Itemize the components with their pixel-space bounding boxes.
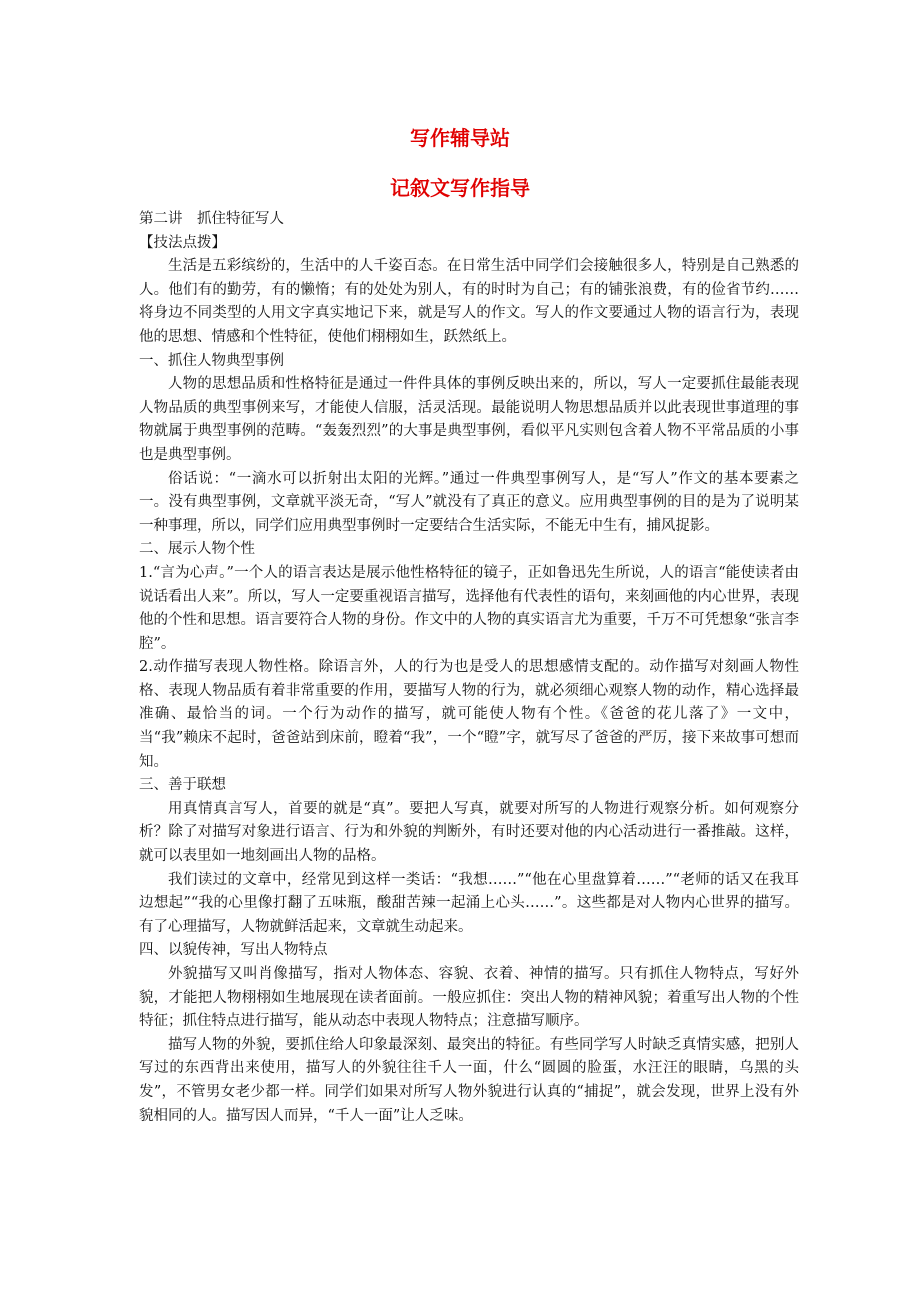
- section-2-paragraph-2: 2.动作描写表现人物性格。除语言外，人的行为也是受人的思想感情支配的。动作描写对刻画人物性格、表现人物品质有着非常重要的作用，要描写人物的行为，就必须细心观察人物的动作，精心选择最准确、最恰当的词。一个行为动作的描写，就可能使人物有个性。《爸爸的花儿落了》一文中，当“我”赖床不起时，爸爸站到床前，瞪着“我”，一个“瞪”字，就写尽了爸爸的严厉，接下来故事可想而知。: [139, 659, 799, 770]
- article-body: [139, 208, 799, 1128]
- section-3-paragraph-1: 用真情真言写人，首要的就是“真”。要把人写真，就要对所写的人物进行观察分析。如何观察分析？除了对描写对象进行语言、行为和外貌的判断外，有时还要对他的内心活动进行一番推敲。这样，就可以表里如一地刻画出人物的品格。: [139, 800, 799, 865]
- section-heading-2: 二、展示人物个性: [139, 541, 255, 558]
- section-3-paragraph-2: 我们读过的文章中，经常见到这样一类话：“我想……”“他在心里盘算着……”“老师的话又在我耳边想起”“我的心里像打翻了五味瓶，酸甜苦辣一起涌上心头……”。这些都是对人物内心世界的描写。有了心理描写，人物就鲜活起来，文章就生动起来。: [139, 871, 799, 935]
- section-4-paragraph-1: 外貌描写又叫肖像描写，指对人物体态、容貌、衣着、神情的描写。只有抓住人物特点，写好外貌，才能把人物栩栩如生地展现在读者面前。一般应抓住：突出人物的精神风貌；着重写出人物的个性特征；抓住特点进行描写，能从动态中表现人物特点；注意描写顺序。: [139, 966, 799, 1030]
- section-heading-4: 四、以貌传神，写出人物特点: [139, 942, 328, 959]
- section-heading-3: 三、善于联想: [139, 777, 226, 794]
- page-title: 写作辅导站: [410, 126, 510, 150]
- section-2-paragraph-1: 1.“言为心声。”一个人的语言表达是展示他性格特征的镜子，正如鲁迅先生所说，人的语言“能使读者由说话看出人来”。所以，写人一定要重视语言描写，选择他有代表性的语句，来刻画他的内心世界，表现他的个性和思想。语言要符合人物的身份。作文中的人物的真实语言尤为重要，千万不可凭想象“张言李腔”。: [139, 564, 799, 652]
- section-1-paragraph-2: 俗话说：“一滴水可以折射出太阳的光辉。”通过一件典型事例写人，是“写人”作文的基本要素之一。没有典型事例，文章就平淡无奇，“写人”就没有了真正的意义。应用典型事例的目的是为了说明某一种事理，所以，同学们应用典型事例时一定要结合生活实际，不能无中生有，捕风捉影。: [139, 470, 799, 534]
- section-4-paragraph-2: 描写人物的外貌，要抓住给人印象最深刻、最突出的特征。有些同学写人时缺乏真情实感，把别人写过的东西背出来使用，描写人的外貌往往千人一面，什么“圆圆的脸蛋，水汪汪的眼睛，乌黑的头发”，不管男女老少都一样。同学们如果对所写人物外貌进行认真的“捕捉”，就会发现，世界上没有外貌相同的人。描写因人而异，“千人一面”让人乏味。: [139, 1036, 799, 1124]
- intro-paragraph: 生活是五彩缤纷的，生活中的人千姿百态。在日常生活中同学们会接触很多人，特别是自己熟悉的人。他们有的勤劳，有的懒惰；有的处处为别人，有的时时为自己；有的铺张浪费，有的俭省节约……将身边不同类型的人用文字真实地记下来，就是写人的作文。写人的作文要通过人物的语言行为，表现他的思想、情感和个性特征，使他们栩栩如生，跃然纸上。: [139, 258, 799, 345]
- tips-heading: 【技法点拨】: [139, 234, 226, 251]
- page-subtitle: 记叙文写作指导: [390, 176, 530, 200]
- section-heading-1: 一、抓住人物典型事例: [139, 352, 284, 369]
- lecture-heading: 第二讲 抓住特征写人: [139, 211, 284, 227]
- section-1-paragraph-1: 人物的思想品质和性格特征是通过一件件具体的事例反映出来的，所以，写人一定要抓住最能表现人物品质的典型事例来写，才能使人信服，活灵活现。最能说明人物思想品质并以此表现世事道理的事物就属于典型事例的范畴。“轰轰烈烈”的大事是典型事例，看似平凡实则包含着人物不平常品质的小事也是典型事例。: [139, 376, 799, 463]
